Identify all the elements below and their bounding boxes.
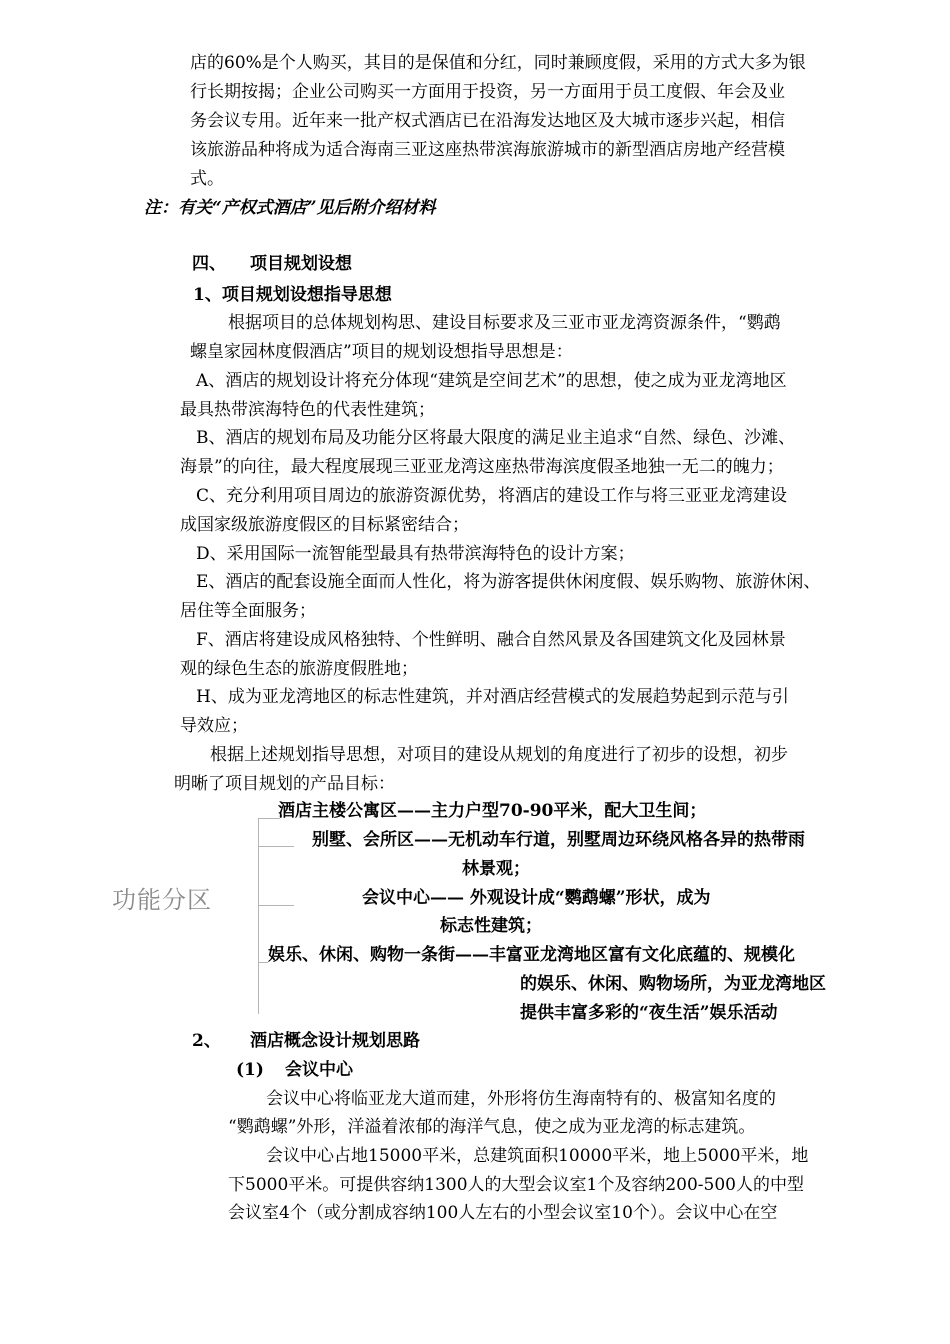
guide-line-13: 观的绿色生态的旅游度假胜地； [180, 659, 418, 679]
intro-line-1: 店的60%是个人购买，其目的是保值和分红，同时兼顾度假，采用的方式大多为银 [190, 53, 806, 73]
meeting-line-3: 会议中心占地15000平米，总建筑面积10000平米，地上5000平米，地 [266, 1146, 809, 1166]
guide-line-16: 根据上述规划指导思想，对项目的建设从规划的角度进行了初步的设想，初步 [210, 745, 788, 765]
intro-line-2: 行长期按揭；企业公司购买一方面用于投资，另一方面用于员工度假、年会及业 [190, 82, 785, 102]
guide-line-2: 螺皇家园林度假酒店”项目的规划设想指导思想是： [190, 342, 573, 362]
guide-line-1: 根据项目的总体规划构思、建设目标要求及三亚市亚龙湾资源条件，“鹦鹉 [228, 313, 781, 333]
zone-label: 功能分区 [112, 886, 212, 914]
sub2-1-title: 会议中心 [285, 1060, 353, 1080]
zone-entertainment: 娱乐、休闲、购物一条街——丰富亚龙湾地区富有文化底蕴的、规模化 [268, 945, 795, 965]
guide-line-15: 导效应； [180, 716, 248, 736]
zone-entertainment-cont-2: 提供丰富多彩的“夜生活”娱乐活动 [520, 1003, 778, 1023]
sub2-title: 酒店概念设计规划思路 [250, 1031, 420, 1051]
zone-villa: 别墅、会所区——无机动车行道，别墅周边环绕风格各异的热带雨 [312, 830, 805, 850]
zone-main-building: 酒店主楼公寓区——主力户型70-90平米，配大卫生间； [278, 801, 707, 821]
zone-villa-cont: 林景观； [462, 859, 530, 879]
tree-branch [258, 962, 268, 963]
tree-connector [258, 818, 259, 1014]
guide-line-7: C、充分利用项目周边的旅游资源优势，将酒店的建设工作与将三亚亚龙湾建设 [196, 486, 788, 506]
guide-line-17: 明晰了项目规划的产品目标： [174, 774, 395, 794]
guide-line-8: 成国家级旅游度假区的目标紧密结合； [180, 515, 469, 535]
tree-branch [258, 818, 280, 819]
guide-line-14: H、成为亚龙湾地区的标志性建筑，并对酒店经营模式的发展趋势起到示范与引 [196, 687, 789, 707]
note: 注：有关“产权式酒店”见后附介绍材料 [144, 198, 436, 218]
tree-branch [258, 846, 294, 847]
zone-entertainment-cont-1: 的娱乐、休闲、购物场所，为亚龙湾地区 [520, 974, 826, 994]
guide-line-11: 居住等全面服务； [180, 601, 316, 621]
intro-line-3: 务会议专用。近年来一批产权式酒店已在沿海发达地区及大城市逐步兴起，相信 [190, 111, 785, 131]
guide-line-4: 最具热带滨海特色的代表性建筑； [180, 400, 435, 420]
guide-line-9: D、采用国际一流智能型最具有热带滨海特色的设计方案； [196, 544, 635, 564]
intro-line-4: 该旅游品种将成为适合海南三亚这座热带滨海旅游城市的新型酒店房地产经营模 [190, 140, 785, 160]
meeting-line-4: 下5000平米。可提供容纳1300人的大型会议室1个及容纳200-500人的中型 [228, 1175, 804, 1195]
guide-line-12: F、酒店将建设成风格独特、个性鲜明、融合自然风景及各国建筑文化及园林景 [196, 630, 786, 650]
guide-line-3: A、酒店的规划设计将充分体现“建筑是空间艺术”的思想，使之成为亚龙湾地区 [196, 371, 787, 391]
guide-line-6: 海景”的向往，最大程度展现三亚亚龙湾这座热带海滨度假圣地独一无二的魄力； [180, 457, 784, 477]
tree-branch [258, 905, 294, 906]
sub1-title: 1、项目规划设想指导思想 [193, 285, 392, 305]
meeting-line-2: “鹦鹉螺”外形，洋溢着浓郁的海洋气息，使之成为亚龙湾的标志建筑。 [228, 1117, 756, 1137]
zone-meeting-cont: 标志性建筑； [440, 916, 542, 936]
guide-line-5: B、酒店的规划布局及功能分区将最大限度的满足业主追求“自然、绿色、沙滩、 [196, 428, 796, 448]
sub2-1-number: (1) [236, 1060, 264, 1080]
meeting-line-1: 会议中心将临亚龙大道而建，外形将仿生海南特有的、极富知名度的 [266, 1089, 776, 1109]
zone-meeting: 会议中心—— 外观设计成“鹦鹉螺”形状，成为 [362, 888, 711, 908]
section4-title: 项目规划设想 [250, 254, 352, 274]
intro-line-5: 式。 [190, 169, 224, 189]
meeting-line-5: 会议室4个（或分割成容纳100人左右的小型会议室10个）。会议中心在空 [228, 1203, 778, 1223]
guide-line-10: E、酒店的配套设施全面而人性化，将为游客提供休闲度假、娱乐购物、旅游休闲、 [196, 572, 821, 592]
section4-number: 四、 [192, 254, 226, 274]
sub2-number: 2、 [192, 1031, 221, 1051]
